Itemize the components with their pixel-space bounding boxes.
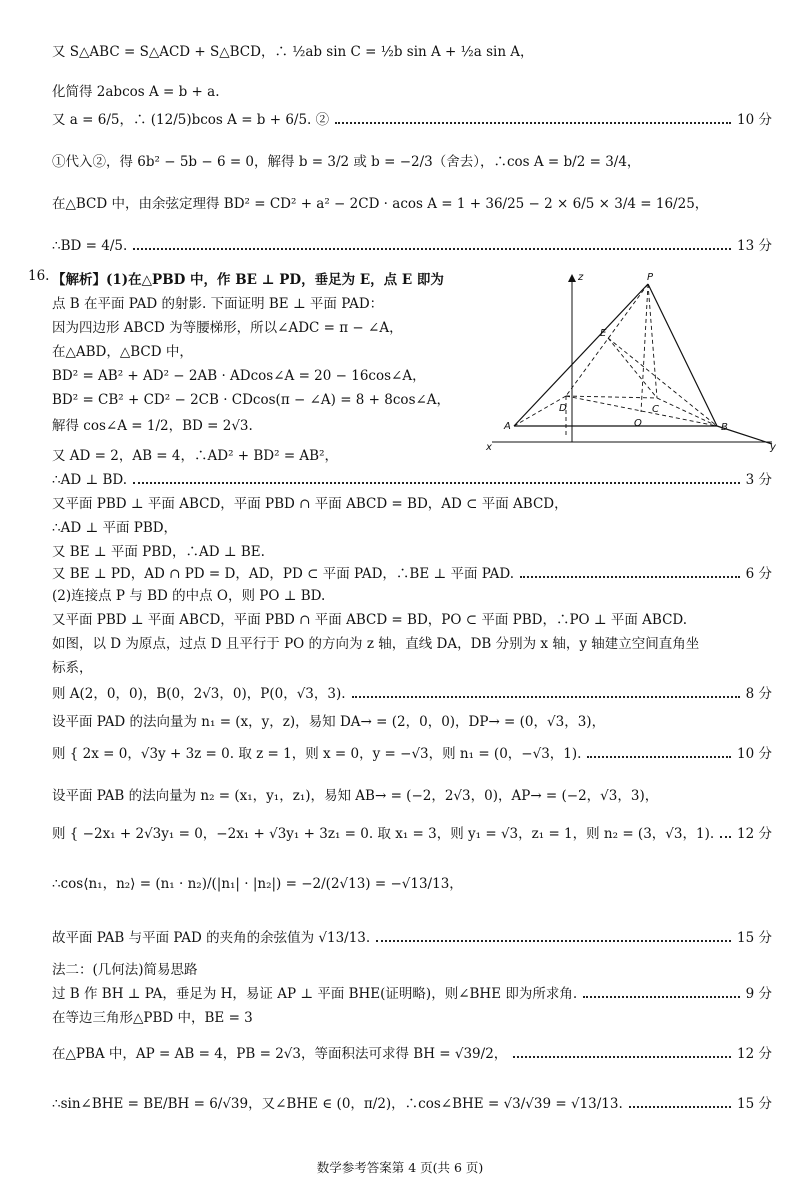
line-26: 则 { 2x = 0，√3y + 3z = 0. 取 z = 1，则 x = 0，y = −√3，则 n₁ = (0，−√3，1). 10 分	[52, 742, 772, 762]
line-10: 在△ABD，△BCD 中，	[52, 344, 193, 360]
line-22: 如图，以 D 为原点，过点 D 且平行于 PO 的方向为 z 轴，直线 DA，DB 分别为 x 轴，y 轴建立空间直角坐	[52, 636, 700, 652]
score-8: 8 分	[745, 686, 772, 702]
line-13: 解得 cos∠A = 1/2，BD = 2√3.	[52, 418, 253, 434]
line-32: 过 B 作 BH ⊥ PA，垂足为 H，易证 AP ⊥ 平面 BHE(证明略)，则∠BHE 即为所求角. 9 分	[52, 982, 772, 1002]
label-B: B	[721, 422, 728, 433]
label-D: D	[559, 403, 567, 414]
edge-PD	[566, 284, 648, 396]
score-15b: 15 分	[737, 1096, 772, 1112]
line-14: 又 AD = 2，AB = 4，∴AD² + BD² = AB²，	[52, 448, 339, 464]
line-31: 法二：(几何法)简易思路	[52, 962, 198, 978]
score-9: 9 分	[745, 986, 772, 1002]
line-15: ∴AD ⊥ BD. 3 分	[52, 468, 772, 488]
line-35: ∴sin∠BHE = BE/BH = 6/√39，又∠BHE ∈ (0，π/2)，∴cos∠BHE = √3/√39 = √13/13. 15 分	[52, 1092, 772, 1112]
line-4: ①代入②，得 6b² − 5b − 6 = 0，解得 b = 3/2 或 b = −2/3（舍去），∴cos A = b/2 = 3/4，	[52, 154, 641, 170]
line-5: 在△BCD 中，由余弦定理得 BD² = CD² + a² − 2CD · acos A = 1 + 36/25 − 2 × 6/5 × 3/4 = 16/25，	[52, 196, 709, 212]
line-1: 又 S△ABC = S△ACD + S△BCD，∴ ½ab sin C = ½b sin A + ½a sin A，	[52, 44, 534, 60]
segment-PO	[641, 284, 648, 412]
line-29: ∴cos⟨n₁，n₂⟩ = (n₁ · n₂)/(|n₁| · |n₂|) = −2/(2√13) = −√13/13，	[52, 876, 463, 892]
edge-DC	[566, 396, 657, 398]
line-8: 点 B 在平面 PAD 的射影. 下面证明 BE ⊥ 平面 PAD：	[52, 296, 384, 312]
score-13: 13 分	[737, 238, 772, 254]
score-15: 15 分	[737, 930, 772, 946]
score-3: 3 分	[745, 472, 772, 488]
score-10: 10 分	[737, 112, 772, 128]
label-C: C	[652, 404, 659, 415]
line-11: BD² = AB² + AD² − 2AB · ADcos∠A = 20 − 16cos∠A，	[52, 368, 426, 384]
line-21: 又平面 PBD ⊥ 平面 ABCD，平面 PBD ∩ 平面 ABCD = BD，PO ⊂ 平面 PBD，∴PO ⊥ 平面 ABCD.	[52, 612, 688, 628]
label-P: P	[647, 272, 654, 283]
line-25: 设平面 PAD 的法向量为 n₁ = (x，y，z)，易知 DA→ = (2，0，0)，DP→ = (0，√3，3)，	[52, 714, 606, 730]
geometry-figure	[482, 266, 782, 456]
label-A: A	[504, 421, 511, 432]
z-axis-arrow	[568, 274, 576, 282]
line-28: 则 { −2x₁ + 2√3y₁ = 0，−2x₁ + √3y₁ + 3z₁ = 0. 取 x₁ = 3，则 y₁ = √3，z₁ = 1，则 n₂ = (3，√3，1). 12 分	[52, 822, 772, 842]
question-16-number: 16.	[28, 268, 50, 284]
line-9: 因为四边形 ABCD 为等腰梯形，所以∠ADC = π − ∠A，	[52, 320, 403, 336]
edge-PA	[514, 284, 648, 426]
line-30: 故平面 PAB 与平面 PAD 的夹角的余弦值为 √13/13. 15 分	[52, 926, 772, 946]
label-E: E	[600, 328, 607, 339]
score-12: 12 分	[737, 826, 772, 842]
line-18: 又 BE ⊥ 平面 PBD，∴AD ⊥ BE.	[52, 544, 265, 560]
segment-BE	[608, 338, 717, 426]
line-7: 【解析】(1)在△PBD 中，作 BE ⊥ PD，垂足为 E，点 E 即为	[52, 272, 444, 288]
line-34: 在△PBA 中，AP = AB = 4，PB = 2√3，等面积法可求得 BH = √39/2， 12 分	[52, 1042, 772, 1062]
label-z: z	[578, 272, 584, 283]
line-19: 又 BE ⊥ PD，AD ∩ PD = D，AD，PD ⊂ 平面 PAD，∴BE ⊥ 平面 PAD. 6 分	[52, 562, 772, 582]
line-2: 化简得 2abcos A = b + a.	[52, 84, 220, 100]
line-17: ∴AD ⊥ 平面 PBD，	[52, 520, 178, 536]
line-16: 又平面 PBD ⊥ 平面 ABCD，平面 PBD ∩ 平面 ABCD = BD，AD ⊂ 平面 ABCD，	[52, 496, 568, 512]
label-x: x	[486, 442, 492, 453]
score-12b: 12 分	[737, 1046, 772, 1062]
segment-EC	[608, 338, 657, 398]
line-27: 设平面 PAB 的法向量为 n₂ = (x₁，y₁，z₁)，易知 AB→ = (−2，2√3，0)，AP→ = (−2，√3，3)，	[52, 788, 659, 804]
line-33: 在等边三角形△PBD 中，BE = 3	[52, 1010, 253, 1026]
line-12: BD² = CB² + CD² − 2CB · CDcos(π − ∠A) = 8 + 8cos∠A，	[52, 392, 451, 408]
line-23: 标系，	[52, 660, 93, 676]
line-3: 又 a = 6/5，∴ (12/5)bcos A = b + 6/5. ② 10 分	[52, 108, 772, 128]
line-6: ∴BD = 4/5. 13 分	[52, 234, 772, 254]
label-O: O	[634, 418, 642, 429]
line-24: 则 A(2，0，0)，B(0，2√3，0)，P(0，√3，3). 8 分	[52, 682, 772, 702]
line-20: (2)连接点 P 与 BD 的中点 O，则 PO ⊥ BD.	[52, 588, 326, 604]
score-6: 6 分	[745, 566, 772, 582]
page-footer: 数学参考答案第 4 页(共 6 页)	[316, 1160, 484, 1175]
label-y: y	[770, 442, 776, 453]
score-10b: 10 分	[737, 746, 772, 762]
